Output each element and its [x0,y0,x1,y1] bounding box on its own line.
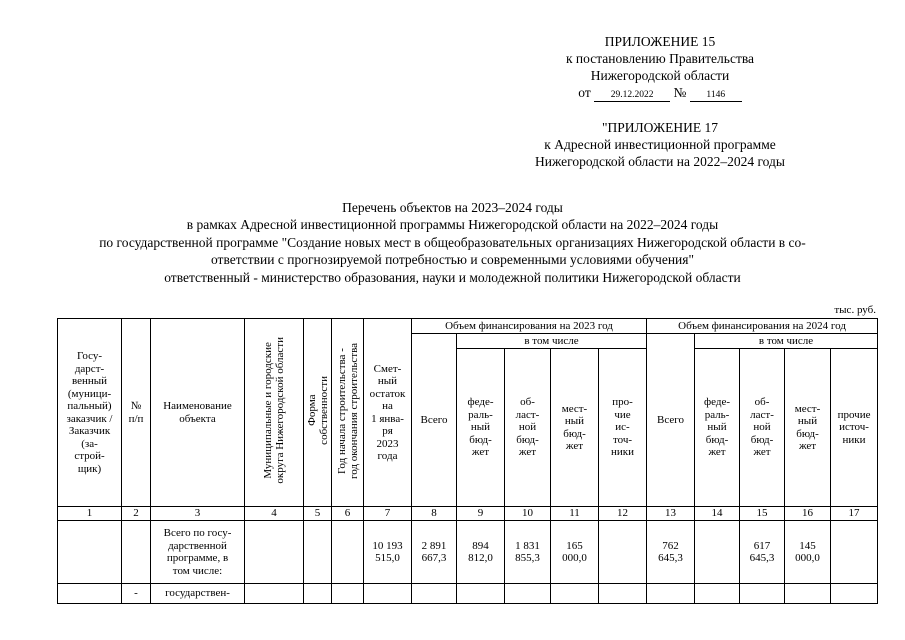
annex-number: ПРИЛОЖЕНИЕ 15 [604,34,716,49]
header-other-2023: про- чие ис- точ- ники [599,349,647,507]
annex17-block [505,119,815,170]
table-cell [695,521,740,584]
header-years: Год начала строительства - год окончания строительства [332,319,364,507]
column-number: 2 [122,507,151,521]
column-number-row [58,507,878,521]
column-number: 15 [740,507,785,521]
table-cell [412,584,457,604]
column-number: 13 [647,507,695,521]
header-federal-2023: феде- раль- ный бюд- жет [457,349,505,507]
header-total-2023: Всего [412,334,457,507]
table-cell [364,584,412,604]
table-cell [245,521,304,584]
number-label: № [673,85,687,100]
table-cell: 165 000,0 [551,521,599,584]
header-local-2024: мест- ный бюд- жет [785,349,831,507]
approval-block [505,33,815,102]
column-number: 7 [364,507,412,521]
column-number: 10 [505,507,551,521]
column-number: 6 [332,507,364,521]
table-cell: 894 812,0 [457,521,505,584]
decree-reference: к постановлению Правительства [565,51,755,66]
column-number: 17 [831,507,878,521]
column-number: 8 [412,507,457,521]
header-including-2023: в том числе [457,334,647,349]
table-cell [647,584,695,604]
table-cell: 617 645,3 [740,521,785,584]
header-regional-2024: об- ласт- ной бюд- жет [740,349,785,507]
table-cell [831,584,878,604]
objects-table [57,318,878,604]
from-label: от [578,85,591,100]
table-cell [831,521,878,584]
header-municipality: Муниципальные и городские округа Нижегородской области [245,319,304,507]
table-cell: 145 000,0 [785,521,831,584]
title-line-2: в рамках Адресной инвестиционной программы Нижегородской области на 2022–2024 годы [186,217,719,233]
column-number: 11 [551,507,599,521]
row-name-cell: Всего по госу- дарственной программе, в том числе: [151,521,245,584]
title-line-1: Перечень объектов на 2023–2024 годы [342,200,563,215]
table-cell: 10 193 515,0 [364,521,412,584]
header-estimate: Смет- ный остаток на 1 янва- ря 2023 года [364,319,412,507]
table-cell [122,521,151,584]
table-cell: 2 891 667,3 [412,521,457,584]
table-cell: - [122,584,151,604]
table-cell [304,584,332,604]
title-line-3: по государственной программе "Создание новых мест в общеобразовательных организациях Нижегородской области в со- [99,234,806,250]
table-cell [599,521,647,584]
header-local-2023: мест- ный бюд- жет [551,349,599,507]
table-cell [457,584,505,604]
column-number: 9 [457,507,505,521]
table-cell [599,584,647,604]
title-line-4: ответствии с прогнозируемой потребностью и современными условиями обучения" [210,252,695,268]
column-number: 12 [599,507,647,521]
header-total-2024: Всего [647,334,695,507]
header-other-2024: прочие источ- ники [831,349,878,507]
column-number: 14 [695,507,740,521]
header-name: Наименование объекта [151,319,245,507]
annex17-program: к Адресной инвестиционной программе [544,137,776,152]
region-name: Нижегородской области [590,68,730,83]
table-cell: 1 831 855,3 [505,521,551,584]
unit-label: тыс. руб. [834,304,876,316]
header-regional-2023: об- ласт- ной бюд- жет [505,349,551,507]
table-cell [551,584,599,604]
table-cell [332,521,364,584]
column-number: 16 [785,507,831,521]
header-fin-2023: Объем финансирования на 2023 год [412,319,647,334]
annex17-title: "ПРИЛОЖЕНИЕ 17 [601,120,719,135]
header-fin-2024: Объем финансирования на 2024 год [647,319,878,334]
annex17-period: Нижегородской области на 2022–2024 годы [535,154,785,169]
table-cell [58,584,122,604]
table-cell: 762 645,3 [647,521,695,584]
table-cell [695,584,740,604]
table-cell [58,521,122,584]
table-cell [304,521,332,584]
table-row [58,521,878,584]
column-number: 4 [245,507,304,521]
column-number: 3 [151,507,245,521]
table-cell [332,584,364,604]
header-ownership: Форма собственности [304,319,332,507]
column-number: 1 [58,507,122,521]
header-federal-2024: феде- раль- ный бюд- жет [695,349,740,507]
column-number: 5 [304,507,332,521]
header-including-2024: в том числе [695,334,878,349]
row-name-cell: государствен- [151,584,245,604]
header-num: № п/п [122,319,151,507]
decree-number: 1146 [690,90,742,102]
table-cell [785,584,831,604]
table-cell [245,584,304,604]
document-title [40,199,865,286]
header-customer: Госу- дарст- венный (муници- пальный) заказчик / Заказчик (за- строй- щик) [58,319,122,507]
title-line-5: ответственный - министерство образования, науки и молодежной политики Нижегородской области [164,269,741,285]
decree-date: 29.12.2022 [594,90,670,102]
table-cell [505,584,551,604]
table-row [58,584,878,604]
table-cell [740,584,785,604]
decree-date-line [505,84,815,102]
